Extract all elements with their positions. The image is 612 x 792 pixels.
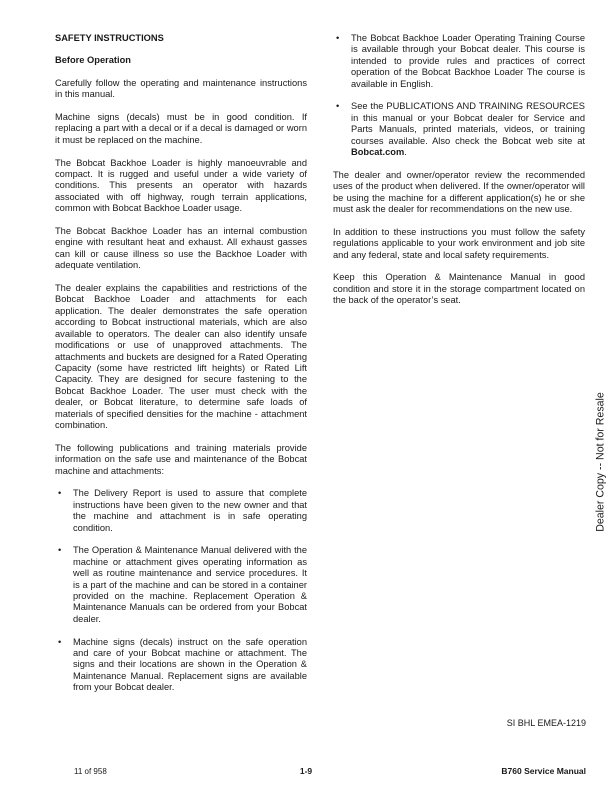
list-item: • The Delivery Report is used to assure that complete instructions have been given to the new owner and that the machine and attachment is in safe operating condition. [55, 488, 307, 534]
paragraph: The Bobcat Backhoe Loader is highly manoeuvrable and compact. It is rugged and useful under a wide variety of conditions. This presents an operator with hazards associated with off highway, rough terrain applications, common with Bobcat Backhoe Loader usage. [55, 157, 307, 214]
paragraph: The Bobcat Backhoe Loader has an internal combustion engine with resultant heat and exhaust. All exhaust gasses can kill or cause illness so use the Backhoe Loader with adequate ventilation. [55, 226, 307, 271]
paragraph: In addition to these instructions you must follow the safety regulations applicable to your work environment and job site and any federal, state and local safety requirements. [333, 226, 585, 260]
list-item: • The Bobcat Backhoe Loader Operating Training Course is available through your Bobcat dealer. This course is intended to provide rules and practices of correct operation of the Bobcat Backhoe Loader The course is available in English. [333, 33, 585, 90]
paragraph: Keep this Operation & Maintenance Manual in good condition and store it in the storage compartment located on the back of the operator’s seat. [333, 272, 585, 306]
paragraph: The dealer and owner/operator review the recommended uses of the product when delivered. If the owner/operator will be using the machine for a different application(s) he or she must ask the dealer for recommendations on the new use. [333, 169, 585, 215]
paragraph: The dealer explains the capabilities and restrictions of the Bobcat Backhoe Loader and attachments for each application. The dealer demonstrates the safe operation according to Bobcat instructional materials, which are also available to operators. The dealer can also identify unsafe modifications or use of unapproved attachments. The attachments and buckets are designed for a Rated Operating Capacity (some have restricted lift heights) or Rated Lift Capacity. They are designed for secure fastening to the Bobcat Backhoe Loader. The user must check with the dealer, or Bobcat literature, to determine safe loads of materials of specified densities for the machine - attachment combination. [55, 283, 307, 430]
list-item [333, 101, 585, 158]
dealer-copy-watermark: Dealer Copy -- Not for Resale [594, 392, 607, 532]
list-item-end: . [404, 147, 407, 158]
list-item: • The Operation & Maintenance Manual delivered with the machine or attachment gives operating information as well as routine maintenance and service procedures. It is a part of the machine and can be stored in a container provided on the machine. Replacement Operation & Maintenance Manuals can be ordered from your Bobcat dealer. [55, 545, 307, 625]
publications-list [55, 488, 307, 693]
list-item: • Machine signs (decals) instruct on the safe operation and care of your Bobcat machine or attachment. The signs and their locations are shown in the Operation & Maintenance Manual. Replacement signs are available from your Bobcat dealer. [55, 637, 307, 694]
left-column [55, 33, 307, 705]
website-link[interactable]: Bobcat.com [351, 147, 405, 158]
section-title: SAFETY INSTRUCTIONS [55, 33, 164, 43]
right-column [333, 33, 585, 318]
publications-list-continued [333, 33, 585, 158]
paragraph: Carefully follow the operating and maintenance instructions in this manual. [55, 77, 307, 100]
list-item-text: See the PUBLICATIONS AND TRAINING RESOURCES in this manual or your Bobcat dealer for Service and Parts Manuals, printed materials, videos, or training courses available. Also check the Bobcat web site at [351, 101, 585, 146]
document-code: SI BHL EMEA-1219 [506, 718, 586, 728]
page-number: 1-9 [299, 766, 313, 776]
paragraph: Machine signs (decals) must be in good condition. If replacing a part with a decal or if a decal is damaged or worn it must be replaced on the machine. [55, 112, 307, 145]
page-count: 11 of 958 [74, 767, 107, 776]
paragraph: The following publications and training materials provide information on the safe use and maintenance of the Bobcat machine and attachments: [55, 442, 307, 476]
manual-title: B760 Service Manual [501, 766, 586, 776]
section-subtitle: Before Operation [55, 55, 131, 66]
